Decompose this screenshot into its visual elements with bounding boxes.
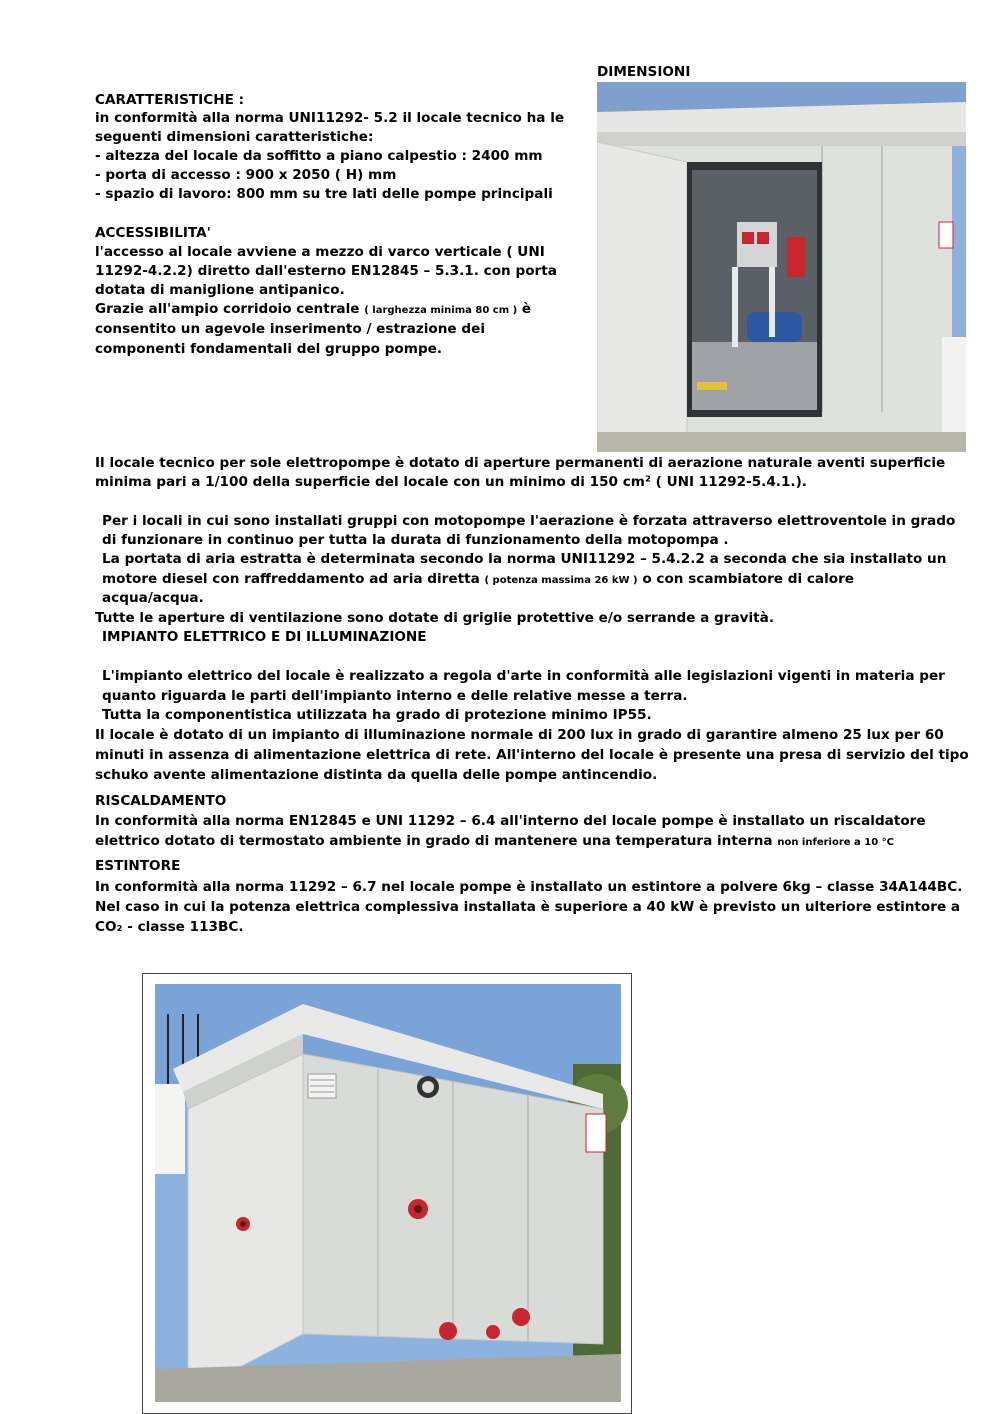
dimensioni-label: DIMENSIONI bbox=[597, 64, 691, 80]
riscaldamento-line: In conformità alla norma EN12845 e UNI 11292 – 6.4 all'interno del locale pompe è installato un riscaldatore bbox=[95, 813, 926, 829]
caratteristiche-line: - porta di accesso : 900 x 2050 ( H) mm bbox=[95, 167, 397, 183]
accessibilita-line: consentito un agevole inserimento / estrazione dei bbox=[95, 321, 485, 337]
accessibilita-line: l'accesso al locale avviene a mezzo di varco verticale ( UNI bbox=[95, 244, 545, 260]
impianto-line: Tutta la componentistica utilizzata ha grado di protezione minimo IP55. bbox=[102, 707, 652, 723]
caratteristiche-line: - spazio di lavoro: 800 mm su tre lati delle pompe principali bbox=[95, 186, 553, 202]
estintore-line: In conformità alla norma 11292 – 6.7 nel locale pompe è installato un estintore a polvere 6kg – classe 34A144BC. bbox=[95, 879, 963, 895]
aerazione-line: Il locale tecnico per sole elettropompe è dotato di aperture permanenti di aerazione naturale aventi superficie bbox=[95, 455, 946, 471]
accessibilita-line: Grazie all'ampio corridoio centrale ( larghezza minima 80 cm ) è bbox=[95, 301, 532, 317]
aerazione-line: Per i locali in cui sono installati gruppi con motopompe l'aerazione è forzata attraverso elettroventole in grado bbox=[102, 513, 956, 529]
riscaldamento-heading: RISCALDAMENTO bbox=[95, 793, 227, 809]
accessibilita-line: 11292-4.2.2) diretto dall'esterno EN12845 – 5.3.1. con porta bbox=[95, 263, 557, 279]
aerazione-line: Tutte le aperture di ventilazione sono dotate di griglie protettive e/o serrande a gravità. bbox=[95, 610, 775, 626]
container-exterior-photo bbox=[142, 973, 632, 1414]
impianto-line: L'impianto elettrico del locale è realizzato a regola d'arte in conformità alle legislazioni vigenti in materia per bbox=[102, 668, 945, 684]
accessibilita-line: componenti fondamentali del gruppo pompe. bbox=[95, 341, 443, 357]
caratteristiche-line: seguenti dimensioni caratteristiche: bbox=[95, 129, 374, 145]
impianto-line: schuko avente alimentazione distinta da quella delle pompe antincendio. bbox=[95, 767, 658, 783]
aerazione-line: motore diesel con raffreddamento ad aria diretta ( potenza massima 26 kW ) o con scambiatore di calore bbox=[102, 571, 855, 587]
caratteristiche-line: in conformità alla norma UNI11292- 5.2 il locale tecnico ha le bbox=[95, 110, 565, 126]
impianto-line: quanto riguarda le parti dell'impianto interno e delle relative messe a terra. bbox=[102, 688, 688, 704]
aerazione-line: La portata di aria estratta è determinata secondo la norma UNI11292 – 5.4.2.2 a seconda che sia installato un bbox=[102, 551, 947, 567]
aerazione-line: acqua/acqua. bbox=[102, 590, 204, 606]
caratteristiche-heading: CARATTERISTICHE : bbox=[95, 92, 245, 108]
accessibilita-heading: ACCESSIBILITA' bbox=[95, 225, 211, 241]
estintore-heading: ESTINTORE bbox=[95, 858, 181, 874]
aerazione-line: di funzionare in continuo per tutta la durata di funzionamento della motopompa . bbox=[102, 532, 729, 548]
caratteristiche-line: - altezza del locale da soffitto a piano calpestio : 2400 mm bbox=[95, 148, 543, 164]
impianto-line: minuti in assenza di alimentazione elettrica di rete. All'interno del locale è presente una presa di servizio del tipo bbox=[95, 747, 969, 763]
impianto-line: Il locale è dotato di un impianto di illuminazione normale di 200 lux in grado di garantire almeno 25 lux per 60 bbox=[95, 727, 944, 743]
riscaldamento-line: elettrico dotato di termostato ambiente in grado di mantenere una temperatura interna non inferiore a 10 °C bbox=[95, 833, 895, 849]
pump-room-photo bbox=[597, 82, 966, 452]
estintore-line: Nel caso in cui la potenza elettrica complessiva installata è superiore a 40 kW è previsto un ulteriore estintore a bbox=[95, 899, 961, 915]
impianto-heading: IMPIANTO ELETTRICO E DI ILLUMINAZIONE bbox=[102, 629, 427, 645]
estintore-line: CO₂ - classe 113BC. bbox=[95, 919, 244, 935]
accessibilita-line: dotata di maniglione antipanico. bbox=[95, 282, 345, 298]
aerazione-line: minima pari a 1/100 della superficie del locale con un minimo di 150 cm² ( UNI 11292-5.4.1.). bbox=[95, 474, 807, 490]
